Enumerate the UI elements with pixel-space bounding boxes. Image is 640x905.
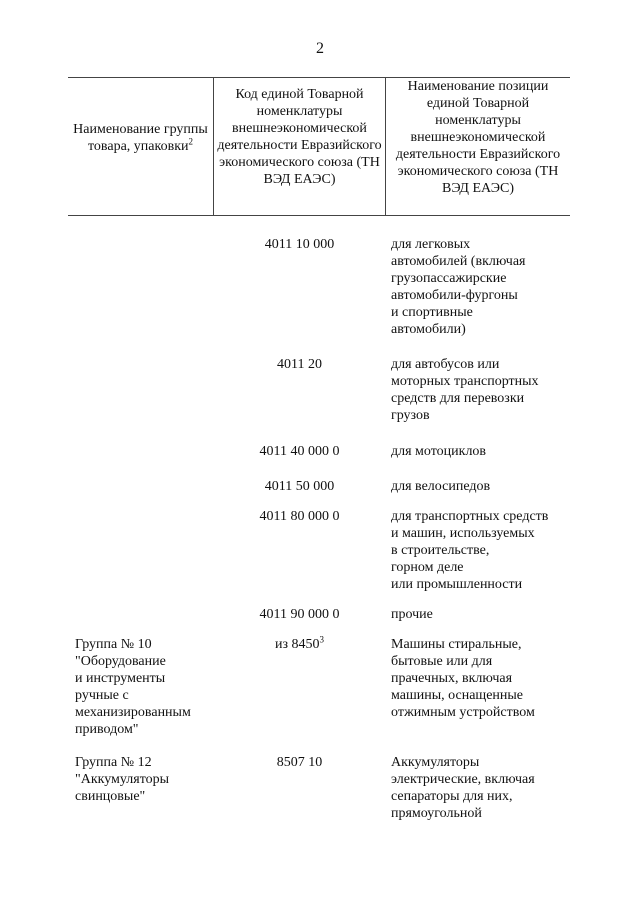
code-cell: [214, 606, 385, 623]
group-cell: Группа № 12 "Аккумуляторы свинцовые": [75, 755, 170, 804]
header-group-name-text: Наименование группы товара, упаковки: [73, 122, 208, 154]
table-header-bottom-rule: [68, 215, 570, 216]
code-text: 4011 80 000 0: [259, 509, 340, 524]
code-text: 4011 90 000 0: [259, 607, 340, 622]
code-cell: [214, 236, 385, 253]
group-cell: Группа № 10 "Оборудование и инструменты ручные с механизированным приводом": [75, 637, 191, 737]
page-number: 2: [316, 40, 324, 57]
footnote-marker: 2: [188, 136, 193, 147]
position-name-cell: Аккумуляторы электрические, включая сепараторы для них, прямоугольной: [391, 755, 535, 821]
code-text: из 8450: [274, 637, 320, 652]
position-name-cell: для велосипедов: [391, 479, 491, 494]
code-cell: [214, 754, 385, 771]
position-name-cell: для автобусов или моторных транспортных средств для перевозки грузов: [391, 357, 539, 423]
code-text: 4011 20: [277, 357, 322, 372]
header-position-name: Наименование позиции единой Товарной номенклатуры внешнеэкономической деятельности Евразийского экономического союза (ТН ВЭД ЕАЭС): [395, 79, 561, 196]
code-text: 8507 10: [276, 755, 323, 770]
position-name-cell: прочие: [391, 607, 433, 622]
code-cell: [214, 478, 385, 495]
position-name-cell: для мотоциклов: [391, 444, 487, 459]
position-name-cell: для транспортных средств и машин, используемых в строительстве, горном деле или промышленности: [391, 509, 549, 592]
position-name-cell: для легковых автомобилей (включая грузопассажирские автомобили-фургоны и спортивные автомобили): [391, 237, 526, 337]
header-group-name: [68, 121, 213, 155]
code-text: 4011 50 000: [264, 479, 335, 494]
code-footnote: 3: [319, 634, 325, 645]
code-cell: [214, 636, 385, 653]
code-text: 4011 10 000: [264, 237, 335, 252]
code-cell: [214, 356, 385, 373]
header-code: Код единой Товарной номенклатуры внешнеэкономической деятельности Евразийского экономического союза (ТН ВЭД ЕАЭС): [217, 87, 382, 187]
code-cell: [214, 443, 385, 460]
code-cell: [214, 508, 385, 525]
code-text: 4011 40 000 0: [259, 444, 340, 459]
position-name-cell: Машины стиральные, бытовые или для прачечных, включая машины, оснащенные отжимным устройством: [391, 637, 535, 720]
